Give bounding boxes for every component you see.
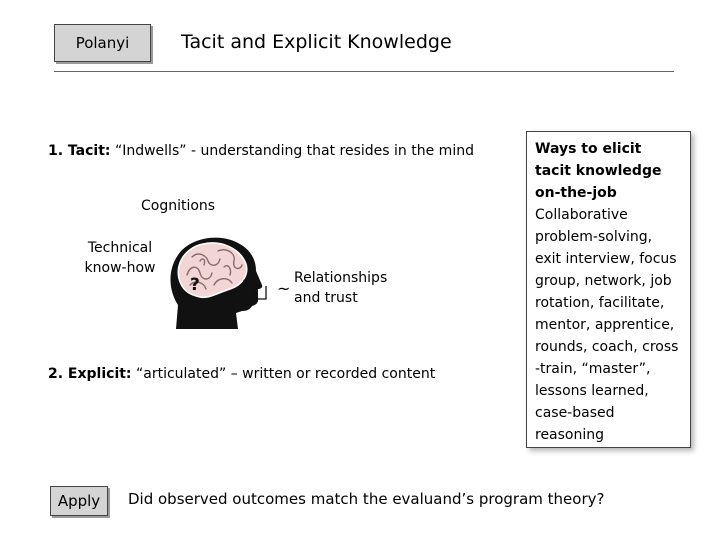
tacit-text: “Indwells” - understanding that resides in the mind [110, 143, 474, 159]
explicit-label: 2. Explicit: [48, 366, 132, 382]
title-divider [54, 71, 674, 72]
cognitions-label: Cognitions [141, 198, 216, 214]
apply-tag [50, 486, 108, 516]
slide-title: Tacit and Explicit Knowledge [181, 31, 452, 53]
polanyi-tag [54, 24, 151, 62]
tacit-definition [48, 143, 474, 159]
technical-know-how-label: Technical know-how [84, 240, 156, 276]
head-with-brain-icon [170, 231, 272, 331]
relationships-line-2: and trust [294, 290, 358, 306]
svg-text:?: ? [190, 275, 200, 295]
explicit-text: “articulated” – written or recorded content [131, 366, 436, 382]
apply-tag-label: Apply [57, 491, 101, 510]
apply-question: Did observed outcomes match the evaluand’s program theory? [128, 490, 605, 508]
elicit-methods-box [526, 131, 691, 448]
elicit-methods-list: Collaborative problem-solving, exit interview, focus group, network, job rotation, facilitate, mentor, apprentice, rounds, coach, cross -train, “master”, lessons learned, case-based reasoning [535, 207, 679, 443]
tilde-symbol: ~ [277, 279, 291, 298]
elicit-methods-heading: Ways to elicit tacit knowledge on-the-job [535, 141, 662, 201]
explicit-definition [48, 366, 435, 382]
relationships-line-1: Relationships [294, 270, 388, 286]
polanyi-tag-label: Polanyi [75, 33, 130, 52]
relationships-label [294, 268, 387, 308]
tacit-label: 1. Tacit: [48, 143, 111, 159]
